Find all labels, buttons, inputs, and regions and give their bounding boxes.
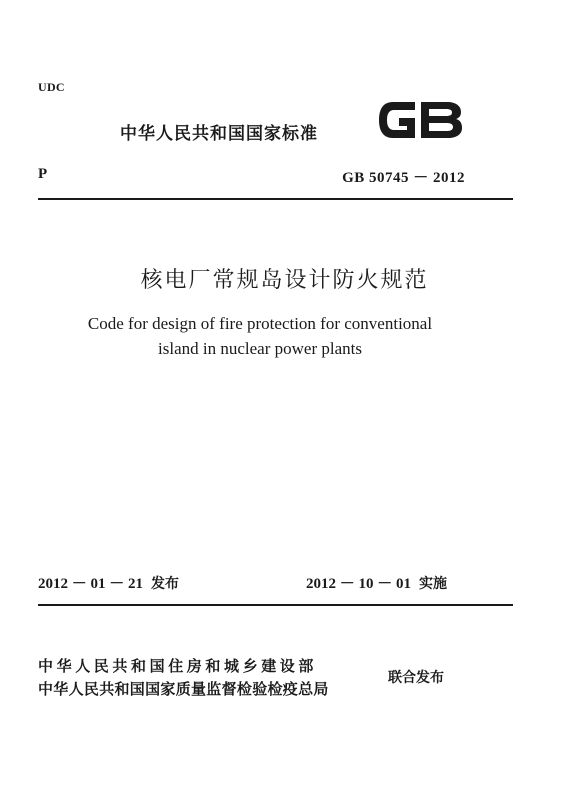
implementation-label: 实施 — [419, 576, 448, 592]
issue-date-block — [38, 572, 179, 593]
bottom-divider — [38, 604, 513, 606]
title-english-line1: Code for design of fire protection for conventional — [87, 314, 433, 333]
implementation-date-block — [306, 572, 447, 593]
issuer-aqsiq: 中华人民共和国国家质量监督检验检疫总局 — [38, 680, 329, 698]
title-english — [40, 311, 480, 361]
category-code: P — [38, 166, 48, 182]
top-divider — [38, 198, 513, 200]
joint-issue-label: 联合发布 — [388, 670, 444, 686]
implementation-date: 2012 － 10 － 01 — [306, 576, 412, 592]
gb-logo — [375, 98, 465, 142]
national-standard-heading: 中华人民共和国国家标准 — [120, 124, 318, 144]
issuer-ministry-housing: 中华人民共和国住房和城乡建设部 — [38, 657, 318, 675]
title-english-line2: island in nuclear power plants — [158, 339, 362, 358]
title-chinese-wrapper — [0, 263, 579, 294]
issue-date: 2012 － 01 － 21 — [38, 576, 144, 592]
standard-number: GB 50745 － 2012 — [342, 170, 465, 186]
issue-label: 发布 — [151, 576, 180, 592]
title-chinese: 核电厂常规岛设计防火规范 — [140, 268, 429, 293]
gb-logo-graphic — [375, 98, 465, 142]
udc-label: UDC — [38, 80, 65, 94]
